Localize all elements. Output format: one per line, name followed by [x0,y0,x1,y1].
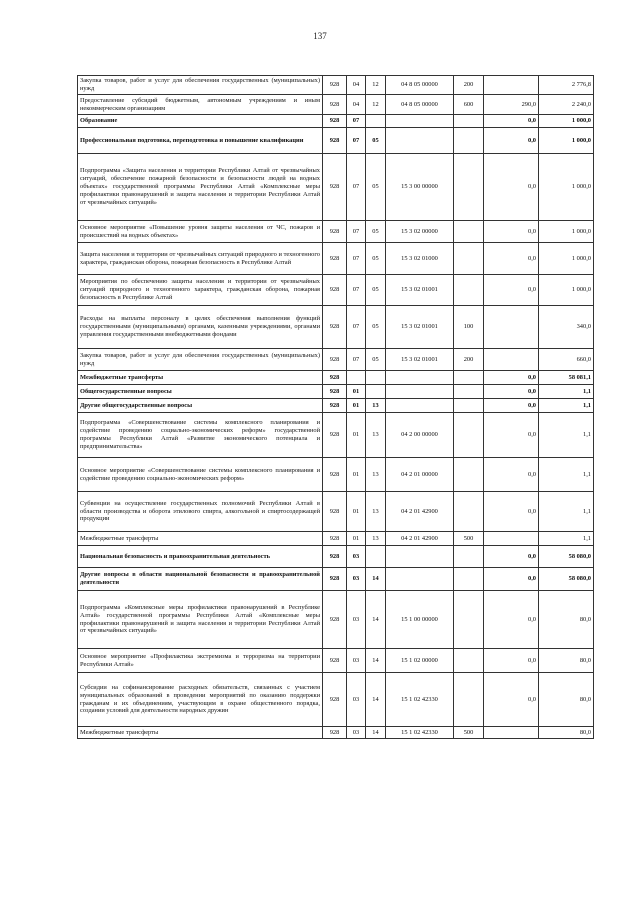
subsection-code: 05 [366,221,386,243]
subsection-code: 12 [366,76,386,95]
line-item-name: Расходы на выплаты персоналу в целях обеспечения выполнения функций государственными (муниципальными) органами, казенными учреждениями, органами управления государственными внебюджетными фондами [78,306,323,349]
subsection-code [366,546,386,568]
expense-type-code: 200 [454,349,484,371]
target-article-code: 04 2 01 42900 [386,492,454,532]
subsection-code: 05 [366,154,386,221]
grbs-code: 928 [323,591,347,649]
subsection-code: 14 [366,568,386,591]
target-article-code: 15 3 02 01000 [386,243,454,275]
grbs-code: 928 [323,649,347,673]
line-item-name: Закупка товаров, работ и услуг для обеспечения государственных (муниципальных) нужд [78,76,323,95]
expense-type-code: 100 [454,306,484,349]
target-article-code: 15 1 02 42330 [386,727,454,739]
section-code: 01 [347,413,366,458]
expense-type-code: 500 [454,727,484,739]
amount-col-1 [484,349,539,371]
section-code: 07 [347,275,366,306]
line-item-name: Защита населения и территории от чрезвычайных ситуаций природного и техногенного характера, гражданская оборона, пожарная безопасность в Республике Алтай [78,243,323,275]
amount-col-1: 0,0 [484,492,539,532]
target-article-code: 15 3 02 00000 [386,221,454,243]
amount-col-1: 0,0 [484,568,539,591]
amount-col-1: 0,0 [484,458,539,492]
table-row [78,532,594,546]
line-item-name: Другие общегосударственные вопросы [78,399,323,413]
amount-col-2: 2 776,8 [539,76,594,95]
amount-col-1 [484,306,539,349]
grbs-code: 928 [323,568,347,591]
amount-col-2: 80,0 [539,727,594,739]
table-row [78,727,594,739]
amount-col-2: 80,0 [539,591,594,649]
expense-type-code: 600 [454,95,484,115]
grbs-code: 928 [323,243,347,275]
line-item-name: Подпрограмма «Комплексные меры профилактики правонарушений в Республике Алтай» государственной программы Республики Алтай «Комплексные меры профилактики правонарушений и защита населения и территории Республики Алтай от чрезвычайных ситуаций» [78,591,323,649]
table-row [78,492,594,532]
section-code: 03 [347,546,366,568]
amount-col-1: 0,0 [484,399,539,413]
section-code: 07 [347,243,366,275]
section-code: 07 [347,306,366,349]
section-code: 07 [347,349,366,371]
expense-type-code [454,154,484,221]
amount-col-1: 0,0 [484,115,539,128]
amount-col-1: 0,0 [484,649,539,673]
grbs-code: 928 [323,154,347,221]
table-row [78,76,594,95]
subsection-code: 14 [366,727,386,739]
subsection-code: 13 [366,399,386,413]
grbs-code: 928 [323,399,347,413]
grbs-code: 928 [323,727,347,739]
subsection-code [366,115,386,128]
target-article-code [386,385,454,399]
amount-col-2: 80,0 [539,649,594,673]
grbs-code: 928 [323,115,347,128]
page-number: 137 [313,31,327,41]
expense-type-code [454,649,484,673]
section-code: 07 [347,154,366,221]
subsection-code: 12 [366,95,386,115]
subsection-code: 13 [366,413,386,458]
amount-col-1: 0,0 [484,673,539,727]
amount-col-1 [484,76,539,95]
grbs-code: 928 [323,673,347,727]
line-item-name: Национальная безопасность и правоохранительная деятельность [78,546,323,568]
expense-type-code [454,399,484,413]
section-code: 03 [347,673,366,727]
amount-col-2: 1 000,0 [539,154,594,221]
amount-col-1: 0,0 [484,385,539,399]
line-item-name: Субсидии на софинансирование расходных обязательств, связанных с участием муниципальных образований в проведении мероприятий по оказанию поддержки гражданам и их объединениям, участвующим в охране общественного порядка, создании условий для деятельности народных дружин [78,673,323,727]
target-article-code: 15 1 00 00000 [386,591,454,649]
line-item-name: Профессиональная подготовка, переподготовка и повышение квалификации [78,128,323,154]
subsection-code: 13 [366,532,386,546]
grbs-code: 928 [323,76,347,95]
table-row [78,649,594,673]
grbs-code: 928 [323,385,347,399]
expense-type-code [454,371,484,385]
table-row [78,371,594,385]
amount-col-2: 1 000,0 [539,221,594,243]
subsection-code [366,385,386,399]
budget-table [77,75,594,739]
subsection-code: 13 [366,492,386,532]
subsection-code: 14 [366,591,386,649]
target-article-code [386,546,454,568]
expense-type-code [454,591,484,649]
table-row [78,568,594,591]
target-article-code: 04 2 01 00000 [386,458,454,492]
grbs-code: 928 [323,349,347,371]
amount-col-1 [484,727,539,739]
line-item-name: Подпрограмма «Совершенствование системы комплексного планирования и содействие проведению социально-экономических реформ» государственной программы Республики Алтай «Развитие экономического потенциала и предпринимательства» [78,413,323,458]
subsection-code: 13 [366,458,386,492]
table-row [78,243,594,275]
section-code: 03 [347,568,366,591]
target-article-code: 15 1 02 42330 [386,673,454,727]
target-article-code: 15 3 00 00000 [386,154,454,221]
amount-col-1 [484,532,539,546]
table-row [78,221,594,243]
amount-col-2: 58 080,0 [539,568,594,591]
target-article-code [386,568,454,591]
target-article-code: 15 3 02 01001 [386,306,454,349]
target-article-code: 04 2 01 42900 [386,532,454,546]
amount-col-1: 290,0 [484,95,539,115]
line-item-name: Межбюджетные трансферты [78,371,323,385]
expense-type-code [454,568,484,591]
grbs-code: 928 [323,128,347,154]
table-row [78,673,594,727]
amount-col-1: 0,0 [484,154,539,221]
line-item-name: Образование [78,115,323,128]
expense-type-code [454,492,484,532]
section-code: 03 [347,591,366,649]
amount-col-2: 1,1 [539,492,594,532]
target-article-code: 15 3 02 01001 [386,275,454,306]
line-item-name: Другие вопросы в области национальной безопасности и правоохранительной деятельности [78,568,323,591]
amount-col-1: 0,0 [484,243,539,275]
section-code: 04 [347,95,366,115]
subsection-code: 14 [366,673,386,727]
expense-type-code [454,673,484,727]
section-code: 01 [347,532,366,546]
expense-type-code [454,128,484,154]
section-code: 03 [347,649,366,673]
table-row [78,546,594,568]
line-item-name: Предоставление субсидий бюджетным, автономным учреждениям и иным некоммерческим организациям [78,95,323,115]
line-item-name: Субвенции на осуществление государственных полномочий Республики Алтай в области производства и оборота этилового спирта, алкогольной и спиртосодержащей продукции [78,492,323,532]
amount-col-1: 0,0 [484,591,539,649]
target-article-code [386,128,454,154]
section-code [347,371,366,385]
table-row [78,95,594,115]
amount-col-1: 0,0 [484,221,539,243]
target-article-code [386,399,454,413]
target-article-code [386,115,454,128]
expense-type-code: 200 [454,76,484,95]
amount-col-2: 2 240,0 [539,95,594,115]
subsection-code: 05 [366,306,386,349]
table-row [78,115,594,128]
table-row [78,128,594,154]
amount-col-2: 660,0 [539,349,594,371]
amount-col-2: 1,1 [539,458,594,492]
subsection-code: 14 [366,649,386,673]
amount-col-1: 0,0 [484,128,539,154]
amount-col-2: 1,1 [539,532,594,546]
subsection-code [366,371,386,385]
expense-type-code [454,221,484,243]
line-item-name: Межбюджетные трансферты [78,532,323,546]
table-row [78,306,594,349]
expense-type-code [454,243,484,275]
grbs-code: 928 [323,546,347,568]
grbs-code: 928 [323,532,347,546]
subsection-code: 05 [366,349,386,371]
amount-col-2: 1 000,0 [539,115,594,128]
amount-col-1: 0,0 [484,546,539,568]
section-code: 03 [347,727,366,739]
target-article-code [386,371,454,385]
amount-col-2: 1 000,0 [539,243,594,275]
amount-col-2: 1 000,0 [539,128,594,154]
grbs-code: 928 [323,306,347,349]
target-article-code: 15 1 02 00000 [386,649,454,673]
line-item-name: Межбюджетные трансферты [78,727,323,739]
expense-type-code [454,275,484,306]
subsection-code: 05 [366,128,386,154]
expense-type-code [454,385,484,399]
amount-col-2: 58 081,1 [539,371,594,385]
grbs-code: 928 [323,492,347,532]
table-row [78,458,594,492]
grbs-code: 928 [323,371,347,385]
grbs-code: 928 [323,413,347,458]
target-article-code: 15 3 02 01001 [386,349,454,371]
expense-type-code: 500 [454,532,484,546]
line-item-name: Мероприятия по обеспечению защиты населения и территории от чрезвычайных ситуаций природного и техногенного характера, гражданская оборона, пожарная безопасность в Республике Алтай [78,275,323,306]
section-code: 04 [347,76,366,95]
amount-col-2: 58 080,0 [539,546,594,568]
section-code: 07 [347,221,366,243]
grbs-code: 928 [323,275,347,306]
amount-col-1: 0,0 [484,371,539,385]
expense-type-code [454,546,484,568]
amount-col-2: 1,1 [539,385,594,399]
expense-type-code [454,458,484,492]
table-row [78,591,594,649]
table-row [78,275,594,306]
line-item-name: Закупка товаров, работ и услуг для обеспечения государственных (муниципальных) нужд [78,349,323,371]
target-article-code: 04 2 00 00000 [386,413,454,458]
table-row [78,413,594,458]
table-row [78,385,594,399]
amount-col-2: 80,0 [539,673,594,727]
grbs-code: 928 [323,221,347,243]
line-item-name: Общегосударственные вопросы [78,385,323,399]
amount-col-2: 340,0 [539,306,594,349]
amount-col-2: 1 000,0 [539,275,594,306]
table-row [78,399,594,413]
line-item-name: Основное мероприятие «Совершенствование системы комплексного планирования и содействие проведению социально-экономических реформ» [78,458,323,492]
target-article-code: 04 8 05 00000 [386,76,454,95]
table-row [78,349,594,371]
table-row [78,154,594,221]
subsection-code: 05 [366,275,386,306]
grbs-code: 928 [323,95,347,115]
line-item-name: Основное мероприятие «Повышение уровня защиты населения от ЧС, пожаров и происшествий на водных объектах» [78,221,323,243]
target-article-code: 04 8 05 00000 [386,95,454,115]
amount-col-1: 0,0 [484,275,539,306]
subsection-code: 05 [366,243,386,275]
section-code: 07 [347,128,366,154]
grbs-code: 928 [323,458,347,492]
section-code: 01 [347,385,366,399]
section-code: 01 [347,492,366,532]
section-code: 01 [347,458,366,492]
amount-col-2: 1,1 [539,399,594,413]
section-code: 07 [347,115,366,128]
section-code: 01 [347,399,366,413]
expense-type-code [454,413,484,458]
amount-col-2: 1,1 [539,413,594,458]
line-item-name: Подпрограмма «Защита населения и территории Республики Алтай от чрезвычайных ситуаций, обеспечение пожарной безопасности и безопасности людей на водных объектах» государственной программы Республики Алтай «Комплексные меры профилактики правонарушений и защита населения и территории Республики Алтай от чрезвычайных ситуаций» [78,154,323,221]
line-item-name: Основное мероприятие «Профилактика экстремизма и терроризма на территории Республики Алтай» [78,649,323,673]
expense-type-code [454,115,484,128]
amount-col-1: 0,0 [484,413,539,458]
